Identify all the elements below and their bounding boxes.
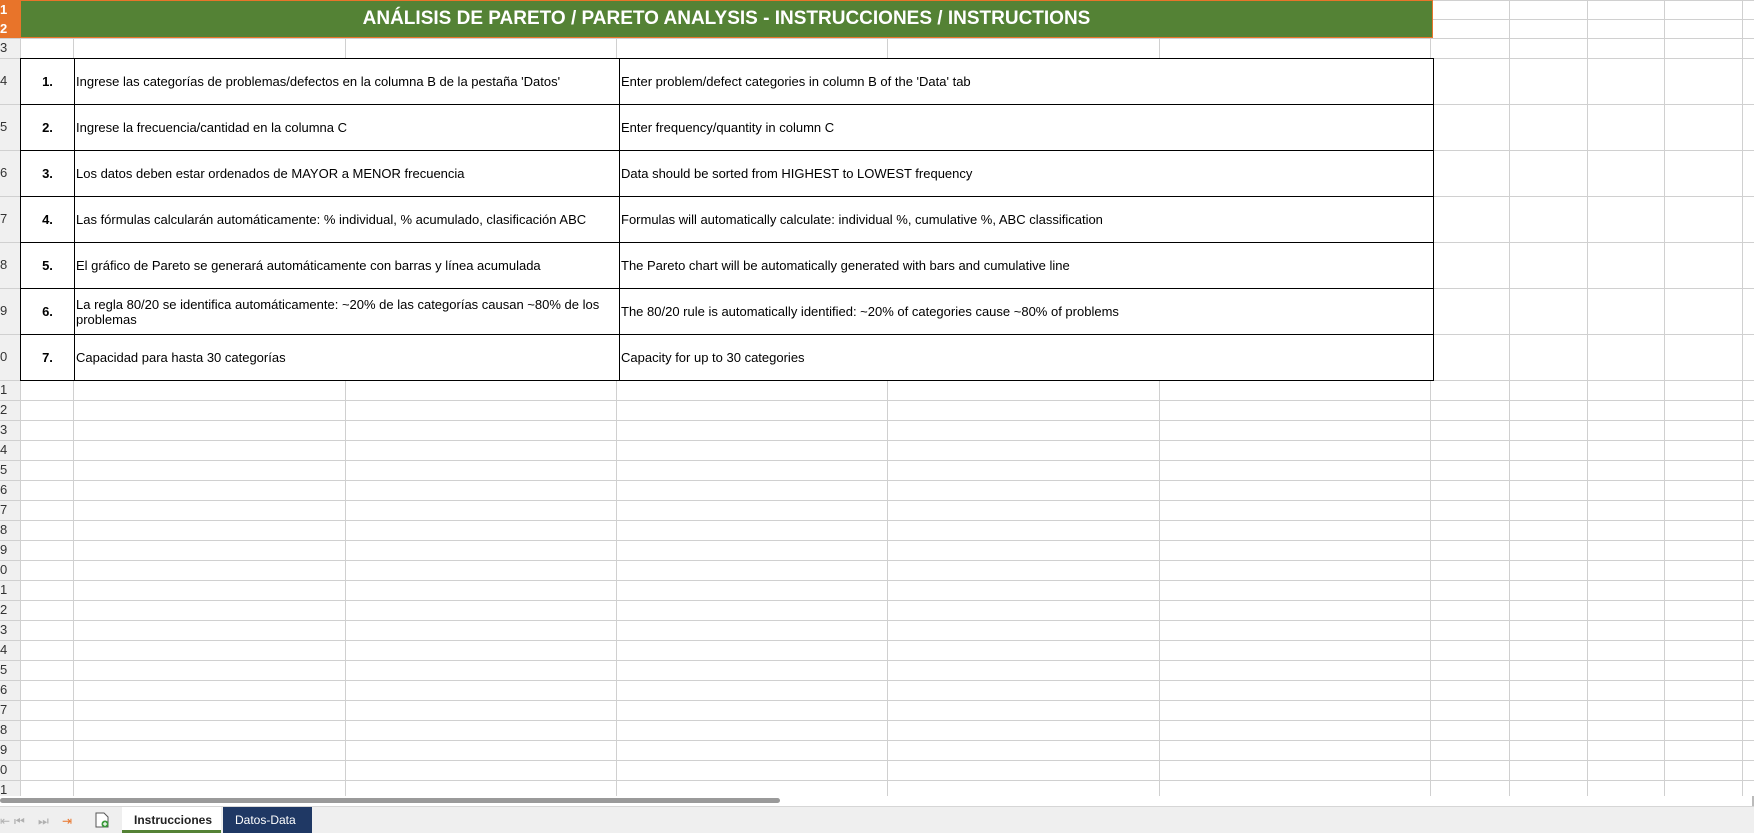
instruction-row (21, 335, 1434, 381)
instruction-spanish[interactable]: Ingrese las categorías de problemas/defectos en la columna B de la pestaña 'Datos' (75, 59, 620, 105)
row-number[interactable]: 8 (0, 257, 8, 272)
row-gridline (0, 400, 1754, 401)
row-number[interactable]: 7 (0, 702, 8, 717)
row-gridline (0, 420, 1754, 421)
row-gridline (0, 640, 1754, 641)
row-gridline (0, 480, 1754, 481)
add-sheet-icon[interactable] (95, 812, 109, 828)
instructions-table (20, 58, 1434, 381)
instruction-spanish[interactable]: Las fórmulas calcularán automáticamente: % individual, % acumulado, clasificación ABC (75, 197, 620, 243)
instruction-english[interactable]: The 80/20 rule is automatically identified: ~20% of categories cause ~80% of problems (620, 289, 1434, 335)
instruction-spanish[interactable]: Ingrese la frecuencia/cantidad en la columna C (75, 105, 620, 151)
row-number[interactable]: 7 (0, 502, 8, 517)
row-gridline (0, 440, 1754, 441)
row-number[interactable]: 0 (0, 349, 8, 364)
row-gridline (0, 660, 1754, 661)
row-gridline (0, 600, 1754, 601)
instruction-english[interactable]: Enter frequency/quantity in column C (620, 105, 1434, 151)
instruction-english[interactable]: Enter problem/defect categories in column B of the 'Data' tab (620, 59, 1434, 105)
row-number[interactable]: 3 (0, 422, 8, 437)
row-number[interactable]: 8 (0, 522, 8, 537)
row-gridline (0, 680, 1754, 681)
tab-label: Datos-Data (235, 813, 296, 827)
instruction-number[interactable]: 6. (21, 289, 75, 335)
instruction-number[interactable]: 2. (21, 105, 75, 151)
row-gridline (0, 760, 1754, 761)
column-gridline (1587, 0, 1588, 796)
instruction-english[interactable]: Capacity for up to 30 categories (620, 335, 1434, 381)
tab-datos-data[interactable] (223, 807, 312, 833)
row-gridline (0, 520, 1754, 521)
row-number[interactable]: 2 (0, 602, 8, 617)
row-number[interactable]: 4 (0, 642, 8, 657)
row-number[interactable]: 3 (0, 40, 8, 55)
instruction-english[interactable]: Data should be sorted from HIGHEST to LOWEST frequency (620, 151, 1434, 197)
row-gridline (0, 560, 1754, 561)
instruction-row (21, 197, 1434, 243)
instruction-row (21, 59, 1434, 105)
column-gridline (1742, 0, 1743, 796)
row-number[interactable]: 8 (0, 722, 8, 737)
instruction-spanish[interactable]: La regla 80/20 se identifica automáticamente: ~20% de las categorías causan ~80% de los problemas (75, 289, 620, 335)
row-number[interactable]: 7 (0, 211, 8, 226)
row-number[interactable]: 6 (0, 482, 8, 497)
instruction-number[interactable]: 4. (21, 197, 75, 243)
instruction-row (21, 289, 1434, 335)
instruction-row (21, 151, 1434, 197)
tab-instrucciones[interactable] (122, 807, 221, 833)
row-number[interactable]: 6 (0, 682, 8, 697)
first-sheet-icon[interactable]: ⇤ (0, 814, 11, 828)
row-number[interactable]: 5 (0, 119, 8, 134)
row-gridline (0, 38, 1754, 39)
row-gridline (0, 700, 1754, 701)
instruction-english[interactable]: Formulas will automatically calculate: individual %, cumulative %, ABC classification (620, 197, 1434, 243)
instruction-row (21, 105, 1434, 151)
instruction-english[interactable]: The Pareto chart will be automatically generated with bars and cumulative line (620, 243, 1434, 289)
instruction-row (21, 243, 1434, 289)
row-gridline (0, 740, 1754, 741)
row-number[interactable]: 5 (0, 662, 8, 677)
row-number[interactable]: 1 (0, 0, 20, 19)
next-sheet-icon[interactable]: ⏭ (38, 814, 49, 828)
row-number[interactable]: 1 (0, 382, 8, 397)
instruction-number[interactable]: 3. (21, 151, 75, 197)
instruction-number[interactable]: 5. (21, 243, 75, 289)
row-number[interactable]: 3 (0, 622, 8, 637)
instruction-spanish[interactable]: Los datos deben estar ordenados de MAYOR a MENOR frecuencia (75, 151, 620, 197)
row-number[interactable]: 6 (0, 165, 8, 180)
row-number[interactable]: 0 (0, 762, 8, 777)
row-number[interactable]: 1 (0, 582, 8, 597)
horizontal-scrollbar[interactable] (0, 798, 780, 803)
row-gridline (0, 540, 1754, 541)
row-number[interactable]: 9 (0, 742, 8, 757)
row-number[interactable]: 1 (0, 782, 8, 796)
title-cell[interactable] (20, 0, 1433, 38)
row-number[interactable]: 2 (0, 402, 8, 417)
row-number[interactable]: 0 (0, 562, 8, 577)
row-gridline (0, 500, 1754, 501)
row-number[interactable]: 9 (0, 542, 8, 557)
row-number[interactable]: 9 (0, 303, 8, 318)
instruction-spanish[interactable]: El gráfico de Pareto se generará automáticamente con barras y línea acumulada (75, 243, 620, 289)
instruction-number[interactable]: 7. (21, 335, 75, 381)
tab-label: Instrucciones (134, 813, 213, 827)
row-gridline (0, 460, 1754, 461)
row-gridline (0, 580, 1754, 581)
row-gridline (0, 720, 1754, 721)
instruction-spanish[interactable]: Capacidad para hasta 30 categorías (75, 335, 620, 381)
column-gridline (1664, 0, 1665, 796)
row-number[interactable]: 5 (0, 462, 8, 477)
sheet-tab-bar (0, 806, 1754, 833)
title-text: ANÁLISIS DE PARETO / PARETO ANALYSIS - INSTRUCCIONES / INSTRUCTIONS (362, 8, 1091, 29)
prev-sheet-icon[interactable]: ⏮ (14, 814, 25, 828)
row-number[interactable]: 4 (0, 73, 8, 88)
row-gridline (0, 620, 1754, 621)
row-gridline (0, 780, 1754, 781)
row-number[interactable]: 2 (0, 19, 20, 38)
instruction-number[interactable]: 1. (21, 59, 75, 105)
row-number[interactable]: 4 (0, 442, 8, 457)
column-gridline (1509, 0, 1510, 796)
last-sheet-icon[interactable]: ⇥ (62, 814, 73, 828)
